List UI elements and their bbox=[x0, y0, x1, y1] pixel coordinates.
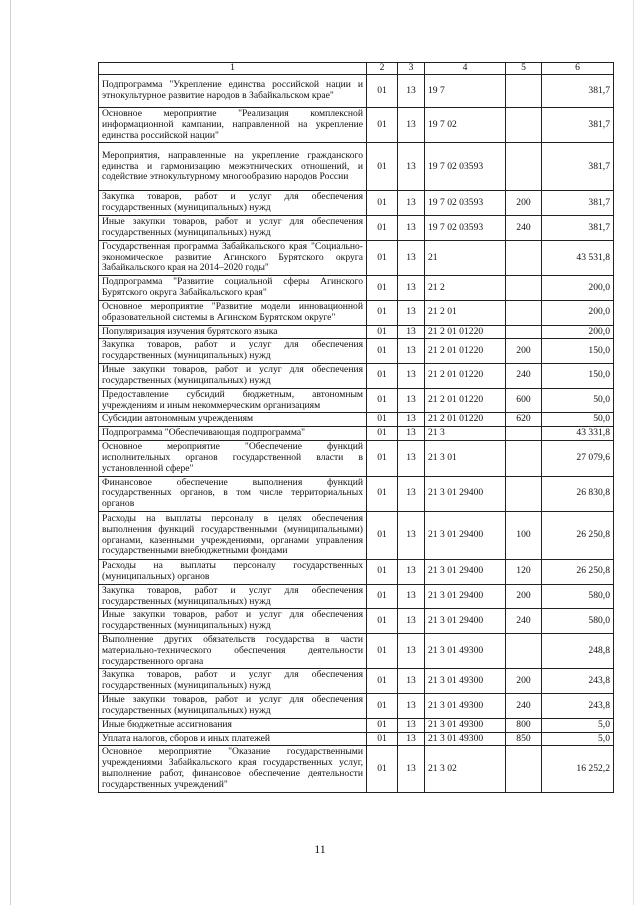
row-subsection: 13 bbox=[398, 413, 425, 427]
row-subsection: 13 bbox=[398, 143, 425, 191]
table-row bbox=[99, 191, 614, 216]
row-subsection: 13 bbox=[398, 325, 425, 339]
row-name: Иные закупки товаров, работ и услуг для обеспечения государственных (муниципальных) нужд bbox=[99, 216, 367, 241]
row-target-code: 21 3 01 29400 bbox=[425, 609, 506, 634]
row-target-code: 21 3 01 29400 bbox=[425, 584, 506, 609]
row-amount: 26 250,8 bbox=[542, 512, 614, 560]
row-name: Иные закупки товаров, работ и услуг для обеспечения государственных (муниципальных) нужд bbox=[99, 364, 367, 389]
row-target-code: 21 3 01 29400 bbox=[425, 476, 506, 511]
row-section: 01 bbox=[367, 364, 398, 389]
row-expense-type: 800 bbox=[506, 718, 542, 732]
row-expense-type: 120 bbox=[506, 560, 542, 585]
row-subsection: 13 bbox=[398, 732, 425, 746]
row-target-code: 21 3 01 49300 bbox=[425, 694, 506, 719]
row-expense-type bbox=[506, 325, 542, 339]
row-amount: 580,0 bbox=[542, 584, 614, 609]
row-target-code: 21 3 01 49300 bbox=[425, 669, 506, 694]
row-subsection: 13 bbox=[398, 441, 425, 476]
row-subsection: 13 bbox=[398, 476, 425, 511]
row-expense-type bbox=[506, 143, 542, 191]
row-target-code: 21 3 01 49300 bbox=[425, 718, 506, 732]
row-name: Уплата налогов, сборов и иных платежей bbox=[99, 732, 367, 746]
row-amount: 27 079,6 bbox=[542, 441, 614, 476]
row-subsection: 13 bbox=[398, 633, 425, 668]
row-section: 01 bbox=[367, 718, 398, 732]
table-row bbox=[99, 364, 614, 389]
row-subsection: 13 bbox=[398, 300, 425, 325]
row-target-code: 21 3 01 29400 bbox=[425, 512, 506, 560]
row-name: Иные закупки товаров, работ и услуг для обеспечения государственных (муниципальных) нужд bbox=[99, 694, 367, 719]
row-amount: 26 250,8 bbox=[542, 560, 614, 585]
row-name: Основное мероприятие "Обеспечение функций исполнительных органов государственной власти в установленной сфере" bbox=[99, 441, 367, 476]
row-name: Основное мероприятие "Оказание государственными учреждениями Забайкальского края государственных услуг, выполнение работ, финансовое обеспечение деятельности государственных учреждений" bbox=[99, 746, 367, 792]
row-name: Расходы на выплаты персоналу в целях обеспечения выполнения функций государственными (муниципальными) органами, казенными учреждениями, органами управления государственными внебюджетными фондами bbox=[99, 512, 367, 560]
row-section: 01 bbox=[367, 75, 398, 108]
row-expense-type: 600 bbox=[506, 388, 542, 413]
row-amount: 150,0 bbox=[542, 339, 614, 364]
table-row bbox=[99, 300, 614, 325]
row-amount: 243,8 bbox=[542, 669, 614, 694]
table-row bbox=[99, 413, 614, 427]
table-row bbox=[99, 584, 614, 609]
row-amount: 50,0 bbox=[542, 413, 614, 427]
table-row bbox=[99, 746, 614, 792]
row-subsection: 13 bbox=[398, 746, 425, 792]
row-name: Иные закупки товаров, работ и услуг для обеспечения государственных (муниципальных) нужд bbox=[99, 609, 367, 634]
row-target-code: 21 2 01 01220 bbox=[425, 325, 506, 339]
row-expense-type bbox=[506, 300, 542, 325]
row-amount: 243,8 bbox=[542, 694, 614, 719]
row-subsection: 13 bbox=[398, 694, 425, 719]
table-row bbox=[99, 143, 614, 191]
row-amount: 381,7 bbox=[542, 75, 614, 108]
row-expense-type bbox=[506, 633, 542, 668]
row-expense-type bbox=[506, 108, 542, 143]
row-amount: 16 252,2 bbox=[542, 746, 614, 792]
table-row bbox=[99, 512, 614, 560]
table-row bbox=[99, 325, 614, 339]
row-expense-type bbox=[506, 427, 542, 441]
row-target-code: 21 2 01 bbox=[425, 300, 506, 325]
row-expense-type: 200 bbox=[506, 191, 542, 216]
row-section: 01 bbox=[367, 325, 398, 339]
row-name: Закупка товаров, работ и услуг для обеспечения государственных (муниципальных) нужд bbox=[99, 339, 367, 364]
row-target-code: 21 3 bbox=[425, 427, 506, 441]
row-name: Основное мероприятие "Реализация комплексной информационной кампании, направленной на укрепление единства российской нации" bbox=[99, 108, 367, 143]
row-target-code: 19 7 02 bbox=[425, 108, 506, 143]
row-subsection: 13 bbox=[398, 584, 425, 609]
row-amount: 43 331,8 bbox=[542, 427, 614, 441]
row-subsection: 13 bbox=[398, 191, 425, 216]
row-name: Подпрограмма "Укрепление единства российской нации и этнокультурное развитие народов в Забайкальском крае" bbox=[99, 75, 367, 108]
column-header-2: 2 bbox=[367, 63, 398, 75]
row-expense-type: 200 bbox=[506, 584, 542, 609]
row-subsection: 13 bbox=[398, 609, 425, 634]
row-section: 01 bbox=[367, 746, 398, 792]
row-expense-type: 620 bbox=[506, 413, 542, 427]
row-subsection: 13 bbox=[398, 669, 425, 694]
row-target-code: 21 2 01 01220 bbox=[425, 413, 506, 427]
row-section: 01 bbox=[367, 108, 398, 143]
table-row bbox=[99, 75, 614, 108]
row-amount: 150,0 bbox=[542, 364, 614, 389]
row-name: Субсидии автономным учреждениям bbox=[99, 413, 367, 427]
row-subsection: 13 bbox=[398, 276, 425, 301]
column-header-6: 6 bbox=[542, 63, 614, 75]
row-subsection: 13 bbox=[398, 427, 425, 441]
table-row bbox=[99, 276, 614, 301]
table-row bbox=[99, 694, 614, 719]
table-body bbox=[99, 75, 614, 793]
row-expense-type bbox=[506, 441, 542, 476]
row-section: 01 bbox=[367, 413, 398, 427]
row-expense-type bbox=[506, 75, 542, 108]
row-expense-type: 100 bbox=[506, 512, 542, 560]
row-subsection: 13 bbox=[398, 512, 425, 560]
row-subsection: 13 bbox=[398, 388, 425, 413]
row-expense-type bbox=[506, 240, 542, 275]
row-amount: 26 830,8 bbox=[542, 476, 614, 511]
row-section: 01 bbox=[367, 300, 398, 325]
row-expense-type bbox=[506, 746, 542, 792]
page-number: 11 bbox=[314, 842, 326, 856]
row-section: 01 bbox=[367, 276, 398, 301]
row-name: Закупка товаров, работ и услуг для обеспечения государственных (муниципальных) нужд bbox=[99, 191, 367, 216]
row-name: Закупка товаров, работ и услуг для обеспечения государственных (муниципальных) нужд bbox=[99, 584, 367, 609]
row-subsection: 13 bbox=[398, 339, 425, 364]
row-section: 01 bbox=[367, 609, 398, 634]
row-section: 01 bbox=[367, 560, 398, 585]
table-row bbox=[99, 609, 614, 634]
table-row bbox=[99, 108, 614, 143]
row-amount: 200,0 bbox=[542, 325, 614, 339]
row-target-code: 21 3 01 bbox=[425, 441, 506, 476]
row-target-code: 21 2 01 01220 bbox=[425, 388, 506, 413]
row-expense-type: 240 bbox=[506, 364, 542, 389]
row-amount: 200,0 bbox=[542, 276, 614, 301]
table-row bbox=[99, 339, 614, 364]
row-section: 01 bbox=[367, 633, 398, 668]
row-name: Популяризация изучения бурятского языка bbox=[99, 325, 367, 339]
row-name: Основное мероприятие "Развитие модели инновационной образовательной системы в Агинском Бурятском округе" bbox=[99, 300, 367, 325]
table-row bbox=[99, 560, 614, 585]
row-section: 01 bbox=[367, 476, 398, 511]
table-header-row bbox=[99, 63, 614, 75]
row-expense-type: 200 bbox=[506, 669, 542, 694]
row-expense-type: 200 bbox=[506, 339, 542, 364]
table-row bbox=[99, 732, 614, 746]
table-row bbox=[99, 216, 614, 241]
row-target-code: 19 7 02 03593 bbox=[425, 191, 506, 216]
row-section: 01 bbox=[367, 216, 398, 241]
column-header-3: 3 bbox=[398, 63, 425, 75]
row-expense-type: 240 bbox=[506, 216, 542, 241]
row-target-code: 19 7 bbox=[425, 75, 506, 108]
row-subsection: 13 bbox=[398, 240, 425, 275]
row-subsection: 13 bbox=[398, 216, 425, 241]
row-name: Предоставление субсидий бюджетным, автономным учреждениям и иным некоммерческим организациям bbox=[99, 388, 367, 413]
row-expense-type: 240 bbox=[506, 694, 542, 719]
row-name: Выполнение других обязательств государства в части материально-технического обеспечения деятельности государственного органа bbox=[99, 633, 367, 668]
row-subsection: 13 bbox=[398, 718, 425, 732]
row-subsection: 13 bbox=[398, 560, 425, 585]
row-target-code: 21 3 02 bbox=[425, 746, 506, 792]
table-row bbox=[99, 633, 614, 668]
row-name: Закупка товаров, работ и услуг для обеспечения государственных (муниципальных) нужд bbox=[99, 669, 367, 694]
row-section: 01 bbox=[367, 441, 398, 476]
row-target-code: 21 2 01 01220 bbox=[425, 339, 506, 364]
row-amount: 43 531,8 bbox=[542, 240, 614, 275]
table-row bbox=[99, 441, 614, 476]
row-amount: 381,7 bbox=[542, 216, 614, 241]
table-row bbox=[99, 476, 614, 511]
row-name: Расходы на выплаты персоналу государственных (муниципальных) органов bbox=[99, 560, 367, 585]
row-amount: 50,0 bbox=[542, 388, 614, 413]
row-subsection: 13 bbox=[398, 364, 425, 389]
row-target-code: 21 bbox=[425, 240, 506, 275]
row-expense-type bbox=[506, 476, 542, 511]
table-row bbox=[99, 240, 614, 275]
row-section: 01 bbox=[367, 191, 398, 216]
table-row bbox=[99, 427, 614, 441]
scan-edge-left bbox=[10, 0, 11, 905]
column-header-4: 4 bbox=[425, 63, 506, 75]
row-amount: 200,0 bbox=[542, 300, 614, 325]
row-section: 01 bbox=[367, 512, 398, 560]
row-section: 01 bbox=[367, 143, 398, 191]
row-expense-type: 240 bbox=[506, 609, 542, 634]
row-name: Государственная программа Забайкальского края "Социально-экономическое развитие Агинского Бурятского округа Забайкальского края на 2014–2020 годы" bbox=[99, 240, 367, 275]
table-row bbox=[99, 388, 614, 413]
table-row bbox=[99, 669, 614, 694]
row-amount: 381,7 bbox=[542, 143, 614, 191]
column-header-1: 1 bbox=[99, 63, 367, 75]
row-target-code: 19 7 02 03593 bbox=[425, 143, 506, 191]
row-name: Иные бюджетные ассигнования bbox=[99, 718, 367, 732]
row-name: Финансовое обеспечение выполнения функций государственных органов, в том числе территориальных органов bbox=[99, 476, 367, 511]
row-expense-type bbox=[506, 276, 542, 301]
row-section: 01 bbox=[367, 694, 398, 719]
row-section: 01 bbox=[367, 584, 398, 609]
budget-table bbox=[98, 62, 614, 793]
row-amount: 381,7 bbox=[542, 191, 614, 216]
row-target-code: 21 2 bbox=[425, 276, 506, 301]
row-name: Мероприятия, направленные на укрепление гражданского единства и гармонизацию межэтнических отношений, и содействие этнокультурному многообразию народов России bbox=[99, 143, 367, 191]
row-amount: 5,0 bbox=[542, 732, 614, 746]
row-amount: 5,0 bbox=[542, 718, 614, 732]
row-subsection: 13 bbox=[398, 108, 425, 143]
row-section: 01 bbox=[367, 240, 398, 275]
scan-edge-right bbox=[633, 0, 634, 905]
row-section: 01 bbox=[367, 388, 398, 413]
row-expense-type: 850 bbox=[506, 732, 542, 746]
row-section: 01 bbox=[367, 669, 398, 694]
row-amount: 580,0 bbox=[542, 609, 614, 634]
row-section: 01 bbox=[367, 339, 398, 364]
row-name: Подпрограмма "Развитие социальной сферы Агинского Бурятского округа Забайкальского края" bbox=[99, 276, 367, 301]
row-section: 01 bbox=[367, 732, 398, 746]
row-target-code: 19 7 02 03593 bbox=[425, 216, 506, 241]
row-subsection: 13 bbox=[398, 75, 425, 108]
row-amount: 381,7 bbox=[542, 108, 614, 143]
row-target-code: 21 3 01 49300 bbox=[425, 732, 506, 746]
row-name: Подпрограмма "Обеспечивающая подпрограмма" bbox=[99, 427, 367, 441]
row-amount: 248,8 bbox=[542, 633, 614, 668]
row-target-code: 21 3 01 49300 bbox=[425, 633, 506, 668]
row-target-code: 21 3 01 29400 bbox=[425, 560, 506, 585]
table-row bbox=[99, 718, 614, 732]
column-header-5: 5 bbox=[506, 63, 542, 75]
row-target-code: 21 2 01 01220 bbox=[425, 364, 506, 389]
row-section: 01 bbox=[367, 427, 398, 441]
